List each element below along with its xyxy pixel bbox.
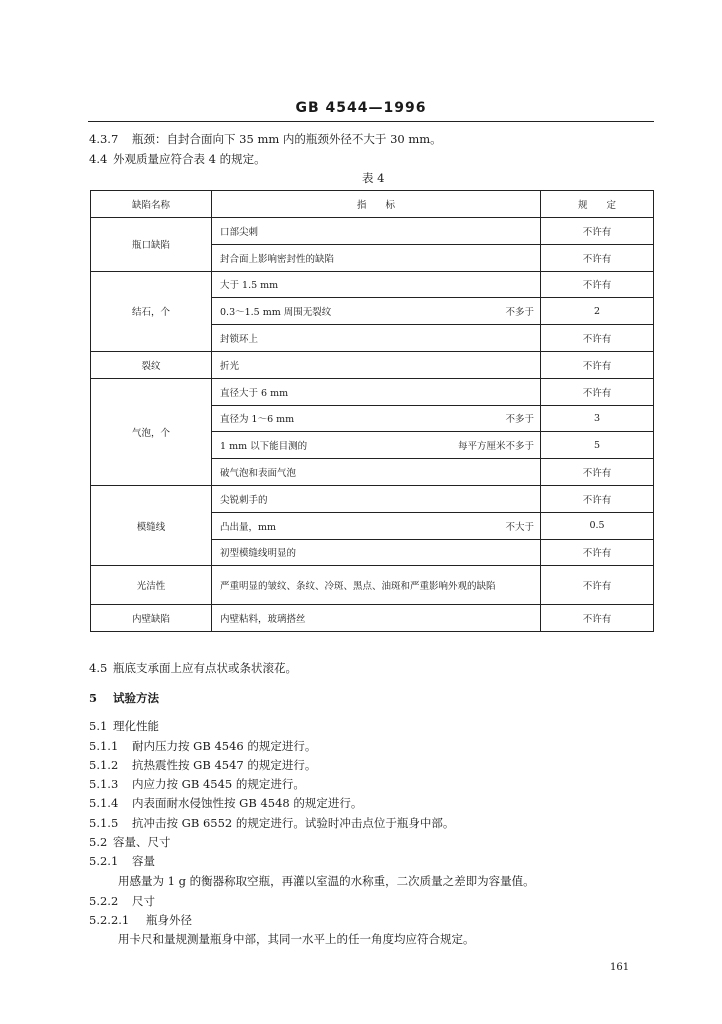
- clause-line: [89, 660, 297, 676]
- indicator-text: 大于 1.5 mm: [220, 280, 279, 292]
- table-row: [91, 218, 654, 245]
- clause-number: 4.4: [89, 152, 108, 166]
- header-indicator: 指 标: [212, 191, 541, 218]
- indicator-text: 凸出量，mm: [220, 521, 277, 533]
- requirement-cell: 不许有: [541, 325, 654, 352]
- clause-number: 5.1.5: [89, 816, 119, 830]
- table-row: [91, 566, 654, 605]
- indicator-text: 1 mm 以下能目测的: [220, 441, 308, 453]
- defect-name-cell: 光洁性: [91, 566, 212, 605]
- requirement-cell: 不许有: [541, 605, 654, 632]
- requirement-cell: 2: [541, 298, 654, 325]
- clause-number: 5.2: [89, 835, 108, 849]
- clause-text: 瓶颈：自封合面向下 35 mm 内的瓶颈外径不大于 30 mm。: [132, 132, 442, 146]
- clause-line: [89, 912, 192, 928]
- clause-line: [89, 131, 442, 147]
- indicator-text: 折光: [220, 360, 240, 372]
- limit-qualifier: 不多于: [505, 307, 534, 319]
- clause-line: [89, 757, 316, 773]
- clause-text: 尺寸: [132, 894, 155, 908]
- indicator-cell: [212, 244, 541, 271]
- clause-text: 用感量为 1 g 的衡器称取空瓶，再灌以室温的水称重，二次质量之差即为容量值。: [118, 874, 535, 888]
- header-defect: 缺陷名称: [91, 191, 212, 218]
- clause-text: 试验方法: [113, 691, 159, 705]
- table-row: [91, 271, 654, 298]
- clause-number: 5.1: [89, 719, 108, 733]
- indicator-cell: [212, 298, 541, 325]
- clause-number: 5.1.2: [89, 758, 119, 772]
- indicator-cell: [212, 566, 541, 605]
- clause-number: 5.2.2: [89, 894, 119, 908]
- indicator-cell: [212, 405, 541, 432]
- indicator-cell: [212, 432, 541, 459]
- requirement-cell: 不许有: [541, 218, 654, 245]
- table-4: [90, 190, 654, 632]
- limit-qualifier: 不大于: [505, 521, 534, 533]
- indicator-text: 直径为 1～6 mm: [220, 414, 295, 426]
- requirement-cell: 3: [541, 405, 654, 432]
- clause-text: 用卡尺和量规测量瓶身中部，其同一水平上的任一角度均应符合规定。: [118, 932, 475, 946]
- indicator-text: 直径大于 6 mm: [220, 387, 289, 399]
- clause-text: 抗冲击按 GB 6552 的规定进行。试验时冲击点位于瓶身中部。: [132, 816, 455, 830]
- page-number: 161: [610, 962, 630, 973]
- clause-line: [118, 873, 535, 889]
- clause-line: [89, 815, 454, 831]
- clause-number: 4.5: [89, 661, 108, 675]
- requirement-cell: 不许有: [541, 244, 654, 271]
- requirement-cell: 不许有: [541, 378, 654, 405]
- defect-name-cell: 模缝线: [91, 485, 212, 565]
- clause-number: 5.2.2.1: [89, 913, 130, 927]
- indicator-text: 内壁粘料，玻璃搭丝: [220, 614, 306, 626]
- clause-number: 5.1.3: [89, 777, 119, 791]
- indicator-text: 0.3～1.5 mm 周围无裂纹: [220, 307, 332, 319]
- requirement-cell: 不许有: [541, 271, 654, 298]
- clause-line: [89, 151, 266, 167]
- indicator-cell: [212, 351, 541, 378]
- requirement-cell: 不许有: [541, 459, 654, 486]
- table-row: [91, 378, 654, 405]
- clause-number: 5: [89, 691, 98, 705]
- clause-line: [89, 718, 159, 734]
- clause-line: [118, 931, 475, 947]
- defect-name-cell: 裂纹: [91, 351, 212, 378]
- indicator-cell: [212, 512, 541, 539]
- clause-line: [89, 834, 171, 850]
- clause-number: 5.1.4: [89, 796, 119, 810]
- table-row: [91, 605, 654, 632]
- clause-text: 瓶身外径: [146, 913, 192, 927]
- indicator-cell: [212, 325, 541, 352]
- indicator-text: 尖锐刺手的: [220, 494, 268, 506]
- indicator-cell: [212, 485, 541, 512]
- requirement-cell: 不许有: [541, 539, 654, 566]
- indicator-cell: [212, 378, 541, 405]
- defect-name-cell: 瓶口缺陷: [91, 218, 212, 272]
- clause-number: 5.2.1: [89, 854, 119, 868]
- clause-text: 外观质量应符合表 4 的规定。: [113, 152, 266, 166]
- clause-text: 内应力按 GB 4545 的规定进行。: [132, 777, 305, 791]
- header-requirement: 规 定: [541, 191, 654, 218]
- header-rule: [88, 121, 654, 122]
- table-row: [91, 351, 654, 378]
- defect-name-cell: 内壁缺陷: [91, 605, 212, 632]
- clause-line: [89, 853, 155, 869]
- clause-line: [89, 738, 316, 754]
- defect-name-cell: 结石，个: [91, 271, 212, 351]
- clause-text: 抗热震性按 GB 4547 的规定进行。: [132, 758, 317, 772]
- clause-text: 耐内压力按 GB 4546 的规定进行。: [132, 739, 317, 753]
- indicator-text: 破气泡和表面气泡: [220, 468, 297, 480]
- indicator-text: 口部尖刺: [220, 226, 259, 238]
- indicator-cell: [212, 539, 541, 566]
- limit-qualifier: 不多于: [505, 414, 534, 426]
- indicator-cell: [212, 218, 541, 245]
- table-row: [91, 485, 654, 512]
- requirement-cell: 5: [541, 432, 654, 459]
- document-header: GB 4544—1996: [295, 100, 427, 116]
- clause-text: 瓶底支承面上应有点状或条状滚花。: [113, 661, 297, 675]
- clause-text: 理化性能: [113, 719, 159, 733]
- clause-text: 容量、尺寸: [113, 835, 171, 849]
- requirement-cell: 0.5: [541, 512, 654, 539]
- clause-text: 内表面耐水侵蚀性按 GB 4548 的规定进行。: [132, 796, 363, 810]
- clause-line: [89, 893, 155, 909]
- clause-line: [89, 776, 305, 792]
- defect-name-cell: 气泡，个: [91, 378, 212, 485]
- indicator-text: 初型模缝线明显的: [220, 548, 297, 560]
- requirement-cell: 不许有: [541, 351, 654, 378]
- indicator-cell: [212, 271, 541, 298]
- clause-line: [89, 690, 159, 706]
- clause-text: 容量: [132, 854, 155, 868]
- table-body: [91, 218, 654, 632]
- table-caption: 表 4: [362, 171, 385, 185]
- requirement-cell: 不许有: [541, 566, 654, 605]
- indicator-cell: [212, 605, 541, 632]
- indicator-text: 严重明显的皱纹、条纹、冷斑、黑点、油斑和严重影响外观的缺陷: [220, 581, 496, 593]
- clause-line: [89, 795, 362, 811]
- limit-qualifier: 每平方厘米不多于: [457, 441, 534, 453]
- clause-number: 5.1.1: [89, 739, 119, 753]
- indicator-text: 封合面上影响密封性的缺陷: [220, 253, 335, 265]
- clause-number: 4.3.7: [89, 132, 119, 146]
- requirement-cell: 不许有: [541, 485, 654, 512]
- indicator-cell: [212, 459, 541, 486]
- indicator-text: 封锁环上: [220, 334, 259, 346]
